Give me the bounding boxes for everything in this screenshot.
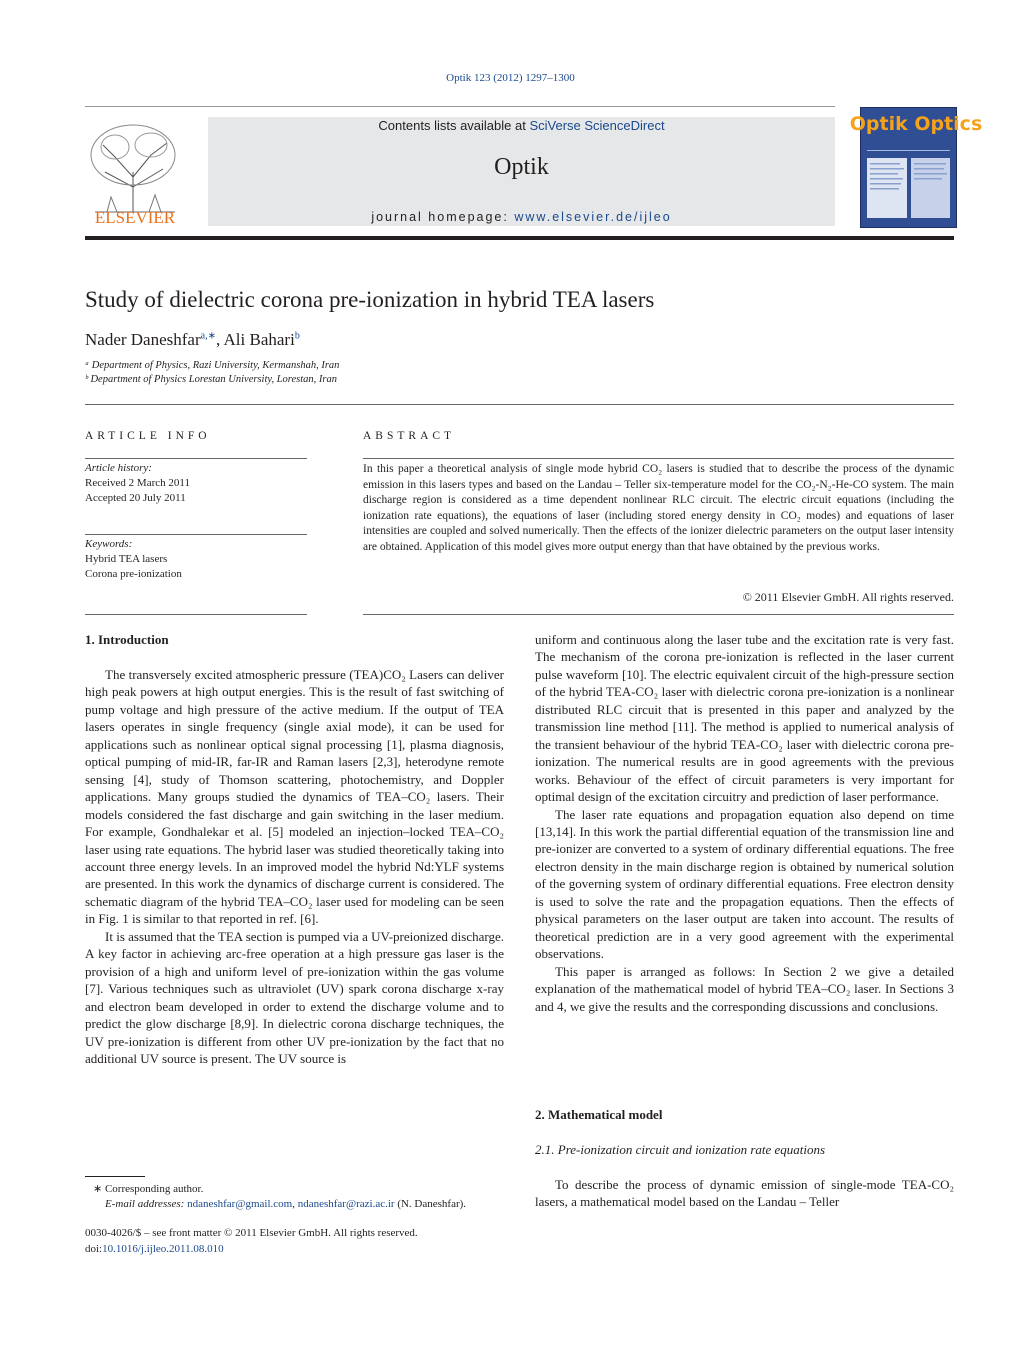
- author-list: Nader Daneshfar$^{a,∗}$, Ali Bahari$^b$: [85, 330, 300, 349]
- paragraph: To describe the process of dynamic emission of single-mode TEA-CO₂ lasers, a mathematical model based on the Landau – Teller: [535, 1177, 954, 1210]
- header-thick-rule: [85, 236, 954, 240]
- elsevier-wordmark: ELSEVIER: [94, 208, 176, 227]
- paragraph: It is assumed that the TEA section is pumped via a UV-preionized discharge. A key factor in achieving arc-free operation at a high pressure gas laser is the provision of a high and uniform level of pre-ionization within the gas volume [7]. Various techniques such as ultraviolet (UV) spark corona discharge x-ray and electron beam developed in order to extend the discharge volume and to predict the glow discharge [8,9]. In dielectric corona discharge techniques, the UV pre-ionization is different from other UV pre-ionization by the fact that no additional UV source is present. The UV source is: [85, 928, 504, 1066]
- left-column: [85, 666, 504, 1067]
- elsevier-logo: [85, 117, 185, 227]
- author-name: Ali Bahari: [223, 330, 295, 349]
- paragraph: This paper is arranged as follows: In Section 2 we give a detailed explanation of the mathematical model of hybrid TEA–CO₂ laser. In Sections 3 and 4, we give the results and the corresponding discussions and conclusions.: [535, 963, 954, 1014]
- doi-line: doi:10.1016/j.ijleo.2011.08.010: [85, 1242, 224, 1255]
- journal-cover-image: [849, 107, 983, 228]
- affiliation-a: ᵃ Department of Physics, Razi University, Kermanshah, Iran: [85, 360, 340, 371]
- paragraph: The laser rate equations and propagation equation also depend on time [13,14]. In this work the partial differential equation of the transmission line and pre-ionizer are converted to a system of ordinary differential equations. The free electron density in the main discharge region is obtained by numerical solution of the governing system of ordinary differential equations. Free electron density is used to solve the rate and the propagation equations. Then the effects of physical parameters on the laser output are taken into account. The results of theoretical prediction are in a very good agreement with the experimental observations.: [535, 806, 954, 962]
- abstract-heading: ABSTRACT: [363, 430, 456, 442]
- email-link[interactable]: ndaneshfar@gmail.com: [187, 1198, 293, 1210]
- affiliation-rule: [85, 404, 954, 405]
- doi-link[interactable]: 10.1016/j.ijleo.2011.08.010: [102, 1242, 224, 1255]
- info-bottom-rule: [85, 614, 307, 615]
- header-rule: [85, 106, 835, 107]
- received-date: Received 2 March 2011: [85, 477, 190, 489]
- contents-line: Contents lists available at SciVerse ScienceDirect: [378, 118, 665, 133]
- section-heading-introduction: 1. Introduction: [85, 632, 169, 647]
- article-history: Article history: Received 2 March 2011 Accepted 20 July 2011: [85, 462, 190, 504]
- email-link[interactable]: ndaneshfar@razi.ac.ir: [297, 1198, 395, 1210]
- abstract-bottom-rule: [363, 614, 954, 615]
- corresponding-author-note: ∗ Corresponding author.: [93, 1183, 204, 1195]
- homepage-link[interactable]: www.elsevier.de/ijleo: [514, 210, 672, 224]
- paragraph: The transversely excited atmospheric pressure (TEA)CO₂ Lasers can deliver high peak powers at high output energies. This is the result of fast switching of pump voltage and high pressure of the active medium. If the output of TEA lasers operates in single frequency (single axial mode), it can be used for applications such as nonlinear optical signal processing [1], plasma diagnosis, optical pumping of mid-IR, far-IR and Raman lasers [2,3], heterodyne remote sensing [4], study of Thomson scattering, photochemistry, and Doppler applications. Many groups studied the dynamics of TEA–CO₂ lasers. Their models considered the fast discharge and gain switching in the laser medium. For example, Gondhalekar et al. [5] modeled an injection–locked TEA–CO₂ laser using rate equations. The hybrid laser was studied theoretically taking into account three energy levels. In an improved model the hybrid Nd:YLF systems are presented. In this work the dynamics of discharge current is considered. The schematic diagram of the hybrid TEA–CO₂ laser used for modeling can be seen in Fig. 1 is similar to that reported in ref. [6].: [85, 667, 504, 927]
- subsection-heading: 2.1. Pre-ionization circuit and ionization rate equations: [535, 1142, 826, 1157]
- journal-citation[interactable]: Optik 123 (2012) 1297–1300: [446, 72, 575, 84]
- footnotes: [85, 1182, 504, 1212]
- journal-name: Optik: [494, 154, 549, 180]
- sciencedirect-link[interactable]: SciVerse ScienceDirect: [529, 118, 665, 133]
- cover-title: Optik Optics: [849, 113, 983, 135]
- footnote-rule: [85, 1176, 145, 1177]
- email-addresses: E-mail addresses: ndaneshfar@gmail.com, ndaneshfar@razi.ac.ir (N. Daneshfar).: [105, 1198, 467, 1210]
- elsevier-tree-icon: [85, 117, 185, 227]
- front-matter: [85, 1226, 418, 1257]
- keyword: Hybrid TEA lasers: [85, 553, 168, 565]
- right-column-continued: [535, 1176, 954, 1211]
- article-title: Study of dielectric corona pre-ionization in hybrid TEA lasers: [85, 287, 655, 312]
- journal-homepage: journal homepage: www.elsevier.de/ijleo: [371, 210, 672, 224]
- article-info-rule: [85, 458, 307, 459]
- section-heading-mathematical-model: 2. Mathematical model: [535, 1107, 663, 1122]
- author-name: Nader Daneshfar: [85, 330, 201, 349]
- journal-cover-icon: [849, 108, 983, 227]
- accepted-date: Accepted 20 July 2011: [85, 492, 186, 504]
- abstract-copyright: © 2011 Elsevier GmbH. All rights reserved.: [742, 590, 954, 604]
- author-affiliation-marker[interactable]: b: [294, 330, 300, 342]
- keywords: Keywords: Hybrid TEA lasers Corona pre-ionization: [85, 538, 182, 580]
- paragraph: uniform and continuous along the laser tube and the excitation rate is very fast. The mechanism of the corona pre-ionization is reflected in the laser current pulse waveform [10]. The electric equivalent circuit of the high-pressure section of the hybrid TEA-CO₂ laser with dielectric corona pre-ionization is a nonlinear distributed RLC circuit that is presented in this paper and analyzed by the transmission line method [11]. The method is applied to numerical analysis of the transient behaviour of the hybrid TEA-CO₂ laser with dielectric corona pre-ionization. The numerical results are in good agreements with the previous works. Behaviour of the effect of circuit parameters is very important for optimal design of the excitation circuitry and prediction of laser performance.: [535, 632, 954, 805]
- affiliation-b: ᵇ Department of Physics Lorestan University, Lorestan, Iran: [85, 374, 337, 385]
- right-column: [535, 631, 954, 1015]
- author-affiliation-marker[interactable]: a,∗: [200, 330, 216, 342]
- abstract-rule: [363, 458, 954, 459]
- keywords-rule: [85, 534, 307, 535]
- article-info-heading: ARTICLE INFO: [85, 430, 211, 442]
- keyword: Corona pre-ionization: [85, 568, 182, 580]
- abstract-text: In this paper a theoretical analysis of single mode hybrid CO₂ lasers is studied that to describe the process of the dynamic emission in this lasers types and based on the Landau – Teller six-temperature model for the CO₂-N₂-He-CO system. The main discharge region is considered as a time dependent nonlinear RLC circuit. The electric circuit equations (including the ionization rate equations), the equations of laser (including stored energy density in CO₂ modes) and equations of laser intensities are coupled and solved numerically. Then the effects of the ionizer dielectric parameters on the output laser intensity are obtained. Application of this model gives more output energy than that have obtained by the previous works.: [363, 463, 954, 553]
- issn-line: 0030-4026/$ – see front matter © 2011 Elsevier GmbH. All rights reserved.: [85, 1227, 418, 1239]
